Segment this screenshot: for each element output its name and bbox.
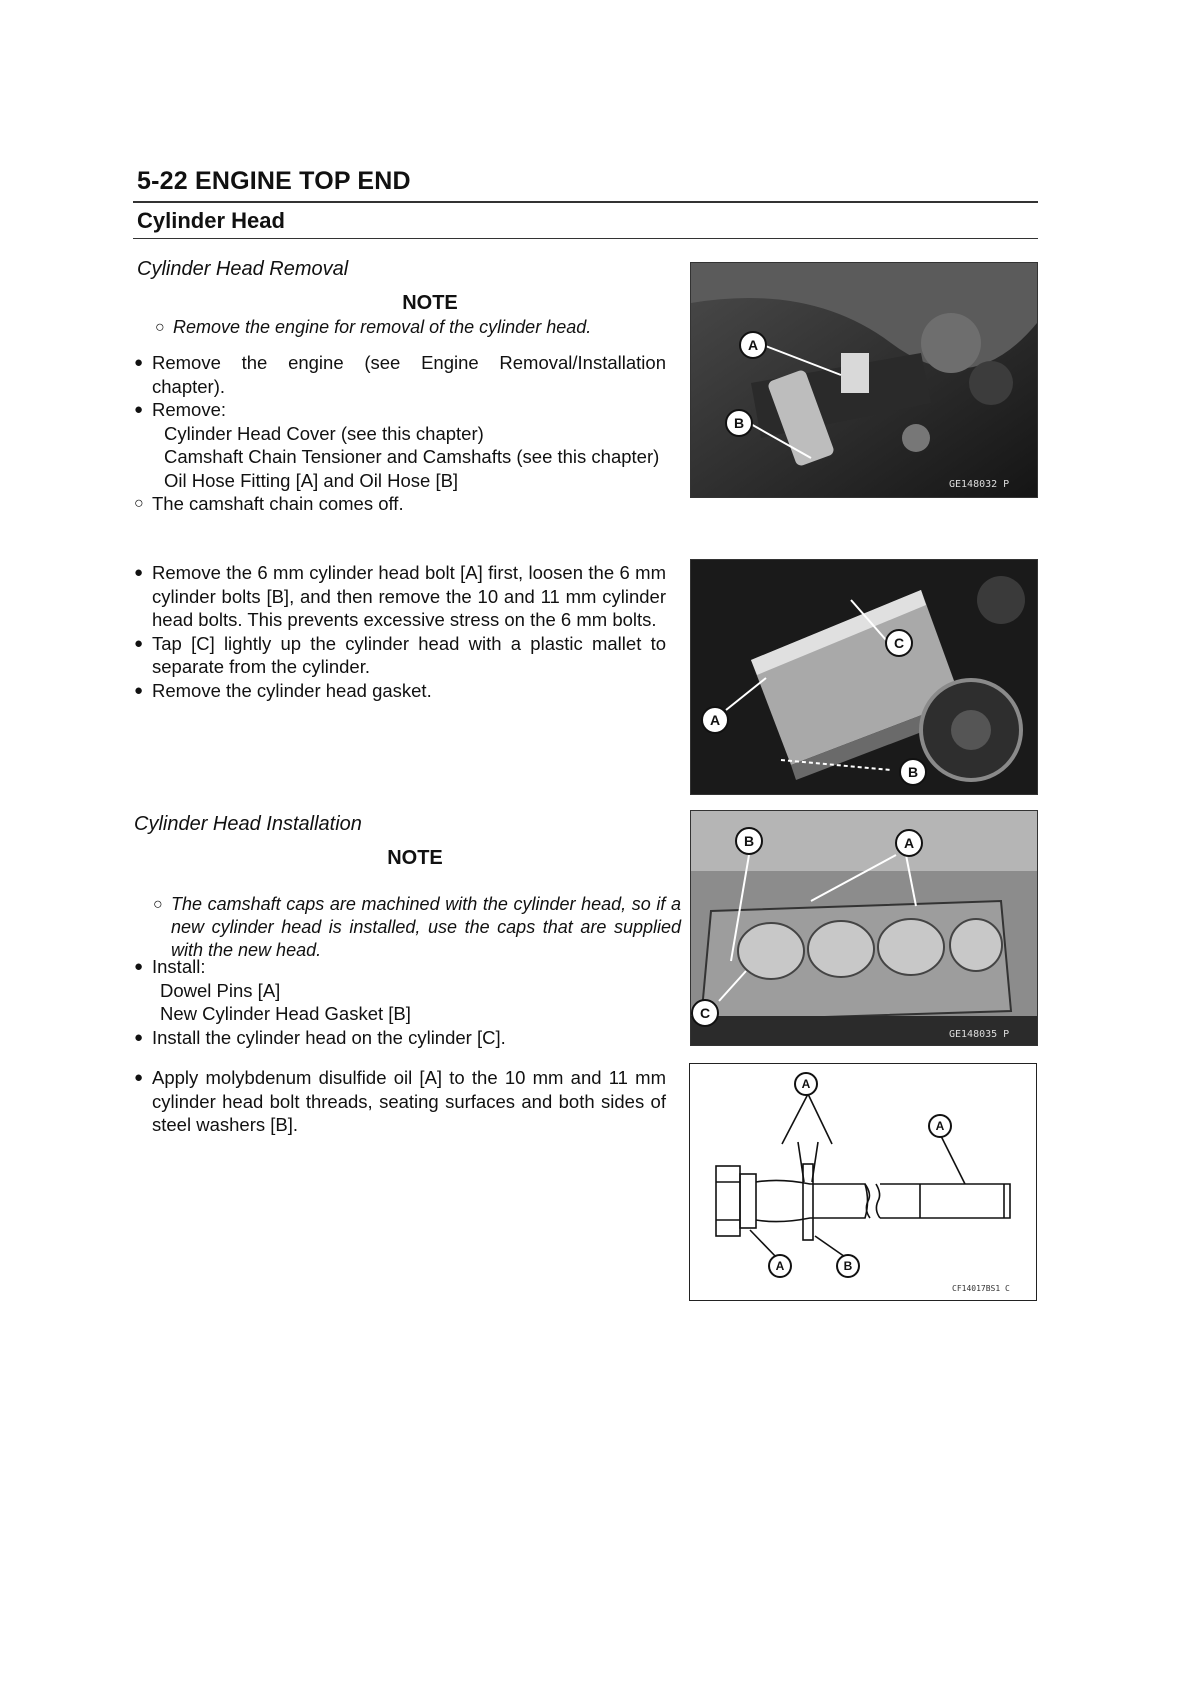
installation-note-heading: NOTE	[387, 847, 443, 869]
removal-step-2-items	[134, 422, 666, 493]
figure-3-label-c: C	[691, 999, 719, 1027]
removal-step-5: ● Remove the cylinder head gasket.	[134, 679, 666, 703]
bolt-washer-diagram	[690, 1064, 1036, 1300]
figure-1-code: GE148032 P	[949, 479, 1010, 490]
removal-step-1: ● Remove the engine (see Engine Removal/Installation chapter).	[134, 351, 666, 398]
installation-step-3: ● Apply molybdenum disulfide oil [A] to the 10 mm and 11 mm cylinder head bolt threads, seating surfaces and both sides of steel washers [B].	[134, 1066, 666, 1137]
removal-step-2-label: ● Remove:	[134, 398, 666, 422]
removal-step-3: ● Remove the 6 mm cylinder head bolt [A] first, loosen the 6 mm cylinder bolts [B], and then remove the 10 and 11 mm cylinder head bolts. This prevents excessive stress on the 6 mm bolts.	[134, 561, 666, 632]
figure-3-photo	[690, 810, 1038, 1046]
removal-step-2-note: ○ The camshaft chain comes off.	[134, 492, 666, 516]
removal-step-2-item: Camshaft Chain Tensioner and Camshafts (see this chapter)	[164, 446, 660, 467]
figure-3-code: GE148035 P	[949, 1029, 1010, 1040]
engine-photo-1	[691, 263, 1037, 497]
figure-4-label-a-top: A	[794, 1072, 818, 1096]
header-rule	[133, 201, 1038, 203]
figure-4-diagram	[689, 1063, 1037, 1301]
removal-note-heading: NOTE	[402, 292, 458, 314]
installation-steps-block-2	[134, 1066, 666, 1137]
installation-step-1-label: ● Install:	[134, 955, 666, 979]
figure-1-label-b: B	[725, 409, 753, 437]
figure-4-label-a-seat: A	[768, 1254, 792, 1278]
figure-2-label-b: B	[899, 758, 927, 786]
figure-4-label-b-washer: B	[836, 1254, 860, 1278]
installation-title: Cylinder Head Installation	[134, 813, 362, 835]
section-rule	[133, 238, 1038, 239]
figure-4-code: CF14017BS1 C	[952, 1284, 1010, 1293]
removal-step-2-item: Cylinder Head Cover (see this chapter)	[164, 422, 484, 444]
removal-title: Cylinder Head Removal	[137, 258, 349, 280]
figure-3-label-b: B	[735, 827, 763, 855]
figure-2-photo	[690, 559, 1038, 795]
installation-steps-block-1	[134, 955, 666, 1049]
installation-step-1-items	[134, 979, 666, 1026]
installation-note-text: ○ The camshaft caps are machined with the cylinder head, so if a new cylinder head is installed, use the caps that are supplied with the new head.	[153, 893, 681, 962]
figure-4-label-a-thread: A	[928, 1114, 952, 1138]
installation-step-2: ● Install the cylinder head on the cylinder [C].	[134, 1026, 666, 1050]
figure-2-label-a: A	[701, 706, 729, 734]
figure-1-photo	[690, 262, 1038, 498]
figure-2-label-c: C	[885, 629, 913, 657]
removal-step-4: ● Tap [C] lightly up the cylinder head with a plastic mallet to separate from the cylinder.	[134, 632, 666, 679]
installation-step-1-item: Dowel Pins [A]	[160, 979, 281, 1001]
engine-photo-2	[691, 560, 1037, 794]
removal-note-text: ○ Remove the engine for removal of the cylinder head.	[155, 316, 673, 339]
installation-step-1-item: New Cylinder Head Gasket [B]	[160, 1003, 411, 1024]
figure-3-label-a: A	[895, 829, 923, 857]
section-title: Cylinder Head	[137, 208, 285, 233]
page-header: 5-22 ENGINE TOP END	[137, 167, 411, 195]
removal-step-2-item: Oil Hose Fitting [A] and Oil Hose [B]	[164, 469, 459, 491]
removal-steps-block-2	[134, 561, 666, 702]
figure-1-label-a: A	[739, 331, 767, 359]
removal-steps-block-1	[134, 351, 666, 516]
